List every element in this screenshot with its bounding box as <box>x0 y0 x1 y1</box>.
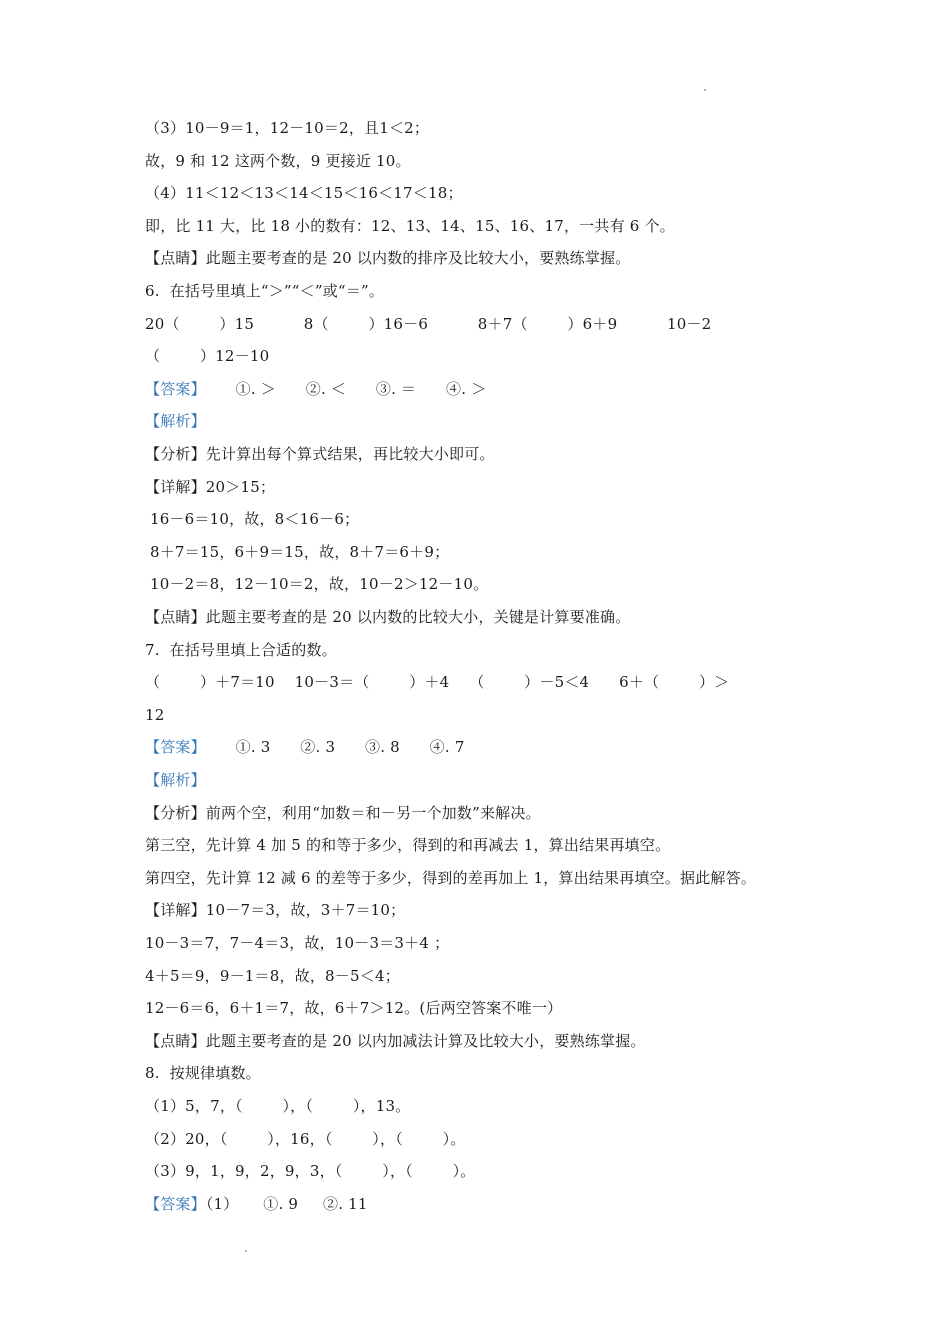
text-segment: 即，比 11 大，比 18 小的数有：12、13、14、15、16、17，一共有 6 个。 <box>145 217 675 235</box>
section-tag: 【解析】 <box>145 771 206 789</box>
text-segment: 【点睛】此题主要考查的是 20 以内加减法计算及比较大小，要熟练掌握。 <box>145 1032 646 1050</box>
section-tag: 【答案】 <box>145 380 206 398</box>
text-segment: （3）9，1，9，2，9，3，（ ），（ ）。 <box>145 1162 476 1180</box>
text-segment: 故，9 和 12 这两个数，9 更接近 10。 <box>145 152 411 170</box>
text-segment: （3）10－9＝1，12－10＝2，且1＜2； <box>145 119 430 137</box>
text-line <box>145 574 488 594</box>
text-segment: （ ）＋7＝10 10－3＝（ ）＋4 （ ）－5＜4 6＋（ ）＞ <box>145 673 730 691</box>
section-tag: 【答案】 <box>145 738 206 756</box>
text-line <box>145 151 411 171</box>
text-segment: 【详解】10－7＝3，故，3＋7＝10； <box>145 901 406 919</box>
text-segment: （1）5，7，（ ），（ ），13。 <box>145 1097 411 1115</box>
text-line <box>145 118 429 138</box>
text-segment: 【点睛】此题主要考查的是 20 以内数的比较大小，关键是计算要准确。 <box>145 608 631 626</box>
text-line <box>145 640 337 660</box>
text-segment: 20（ ）15 8（ ）16－6 8＋7（ ）6＋9 10－2 <box>145 315 712 333</box>
text-segment: 10－2＝8，12－10＝2，故，10－2＞12－10。 <box>145 575 489 593</box>
footer-mark <box>245 1250 247 1252</box>
text-segment: 12－6＝6，6＋1＝7，故，6＋7＞12。(后两空答案不唯一） <box>145 999 563 1017</box>
text-line <box>145 737 465 757</box>
text-segment: （ ）12－10 <box>145 347 270 365</box>
text-line <box>145 379 486 399</box>
text-segment: 【分析】前两个空，利用“加数＝和－另一个加数”来解决。 <box>145 804 541 822</box>
section-tag: 【解析】 <box>145 412 206 430</box>
text-segment: 12 <box>145 706 165 724</box>
text-line <box>145 998 562 1018</box>
text-line <box>145 314 711 334</box>
text-line <box>145 672 729 692</box>
text-line <box>145 183 463 203</box>
text-line <box>145 1096 410 1116</box>
text-segment: （2）20，（ ），16，（ ），（ ）。 <box>145 1130 466 1148</box>
text-segment: ①. 3 ②. 3 ③. 8 ④. 7 <box>205 738 465 756</box>
text-line <box>145 705 165 725</box>
text-line <box>145 411 206 431</box>
text-line <box>145 216 675 236</box>
text-segment: 8. 按规律填数。 <box>145 1064 261 1082</box>
text-line <box>145 1031 646 1051</box>
text-line <box>145 933 449 953</box>
text-segment: 第四空，先计算 12 减 6 的差等于多少，得到的差再加上 1，算出结果再填空。据此解答。 <box>145 869 757 887</box>
text-segment: 4＋5＝9，9－1＝8，故，8－5＜4； <box>145 967 400 985</box>
text-line <box>145 835 670 855</box>
section-tag: 【答案】 <box>145 1195 206 1213</box>
text-segment: 16－6＝10，故，8＜16－6； <box>145 510 360 528</box>
text-line <box>145 542 449 562</box>
text-segment: 【点睛】此题主要考查的是 20 以内数的排序及比较大小，要熟练掌握。 <box>145 249 631 267</box>
text-line <box>145 607 630 627</box>
text-line <box>145 1063 261 1083</box>
text-line <box>145 248 630 268</box>
text-line <box>145 900 405 920</box>
text-line <box>145 803 541 823</box>
text-line <box>145 1129 466 1149</box>
text-segment: 【分析】先计算出每个算式结果，再比较大小即可。 <box>145 445 495 463</box>
text-line <box>145 770 206 790</box>
text-line <box>145 966 400 986</box>
text-segment: 10－3＝7，7－4＝3，故，10－3＝3＋4 ； <box>145 934 450 952</box>
text-line <box>145 1194 368 1214</box>
text-segment: 7. 在括号里填上合适的数。 <box>145 641 337 659</box>
text-line <box>145 477 275 497</box>
text-line <box>145 444 495 464</box>
header-mark <box>704 89 706 91</box>
text-segment: （4）11＜12＜13＜14＜15＜16＜17＜18； <box>145 184 463 202</box>
text-segment: ①. ＞ ②. ＜ ③. ＝ ④. ＞ <box>205 380 487 398</box>
text-line <box>145 1161 476 1181</box>
text-segment: 第三空，先计算 4 加 5 的和等于多少，得到的和再减去 1，算出结果再填空。 <box>145 836 671 854</box>
text-line <box>145 346 269 366</box>
text-segment: 【详解】20＞15； <box>145 478 276 496</box>
text-line <box>145 509 359 529</box>
text-segment: 8＋7＝15，6＋9＝15，故，8＋7＝6＋9； <box>145 543 450 561</box>
text-line <box>145 281 384 301</box>
text-segment: 6. 在括号里填上“＞”“＜”或“＝”。 <box>145 282 385 300</box>
text-line <box>145 868 756 888</box>
text-segment: （1） ①. 9 ②. 11 <box>205 1195 368 1213</box>
